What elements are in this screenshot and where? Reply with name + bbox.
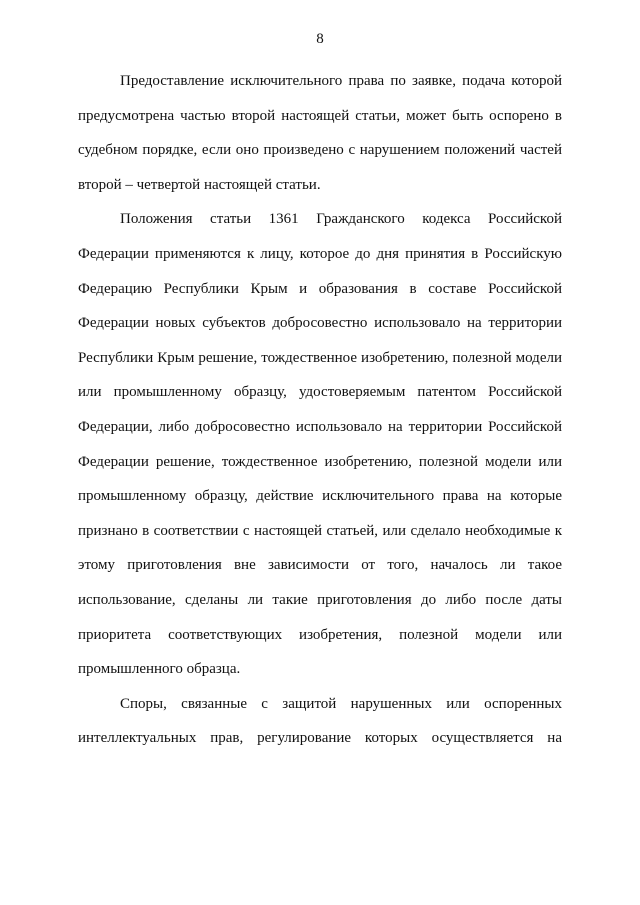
paragraph-article-1361-application: Положения статьи 1361 Гражданского кодекса Российской Федерации применяются к лицу, которое до дня принятия в Российскую Федерацию Республики Крым и образования в составе Российской Федерации новых субъектов добросовестно использовало на территории Республики Крым решение, тождественное изобретению, полезной модели или промышленному образцу, удостоверяемым патентом Российской Федерации, либо добросовестно использовало на территории Российской Федерации решение, тождественное изобретению, полезной модели или промышленному образцу, действие исключительного права на которые признано в соответствии с настоящей статьей, или сделало необходимые к этому приготовления вне зависимости от того, началось ли такое использование, сделаны ли такие приготовления до либо после даты приоритета соответствующих изобретения, полезной модели или промышленного образца.	[78, 211, 562, 678]
paragraph-disputes: Споры, связанные с защитой нарушенных или оспоренных интеллектуальных прав, регулирование которых осуществляется на	[78, 695, 562, 747]
document-body	[78, 64, 562, 756]
page-number: 8	[316, 31, 324, 47]
paragraph-exclusive-right-challenge: Предоставление исключительного права по заявке, подача которой предусмотрена частью второй настоящей статьи, может быть оспорено в судебном порядке, если оно произведено с нарушением положений частей второй – четвертой настоящей статьи.	[78, 73, 562, 193]
